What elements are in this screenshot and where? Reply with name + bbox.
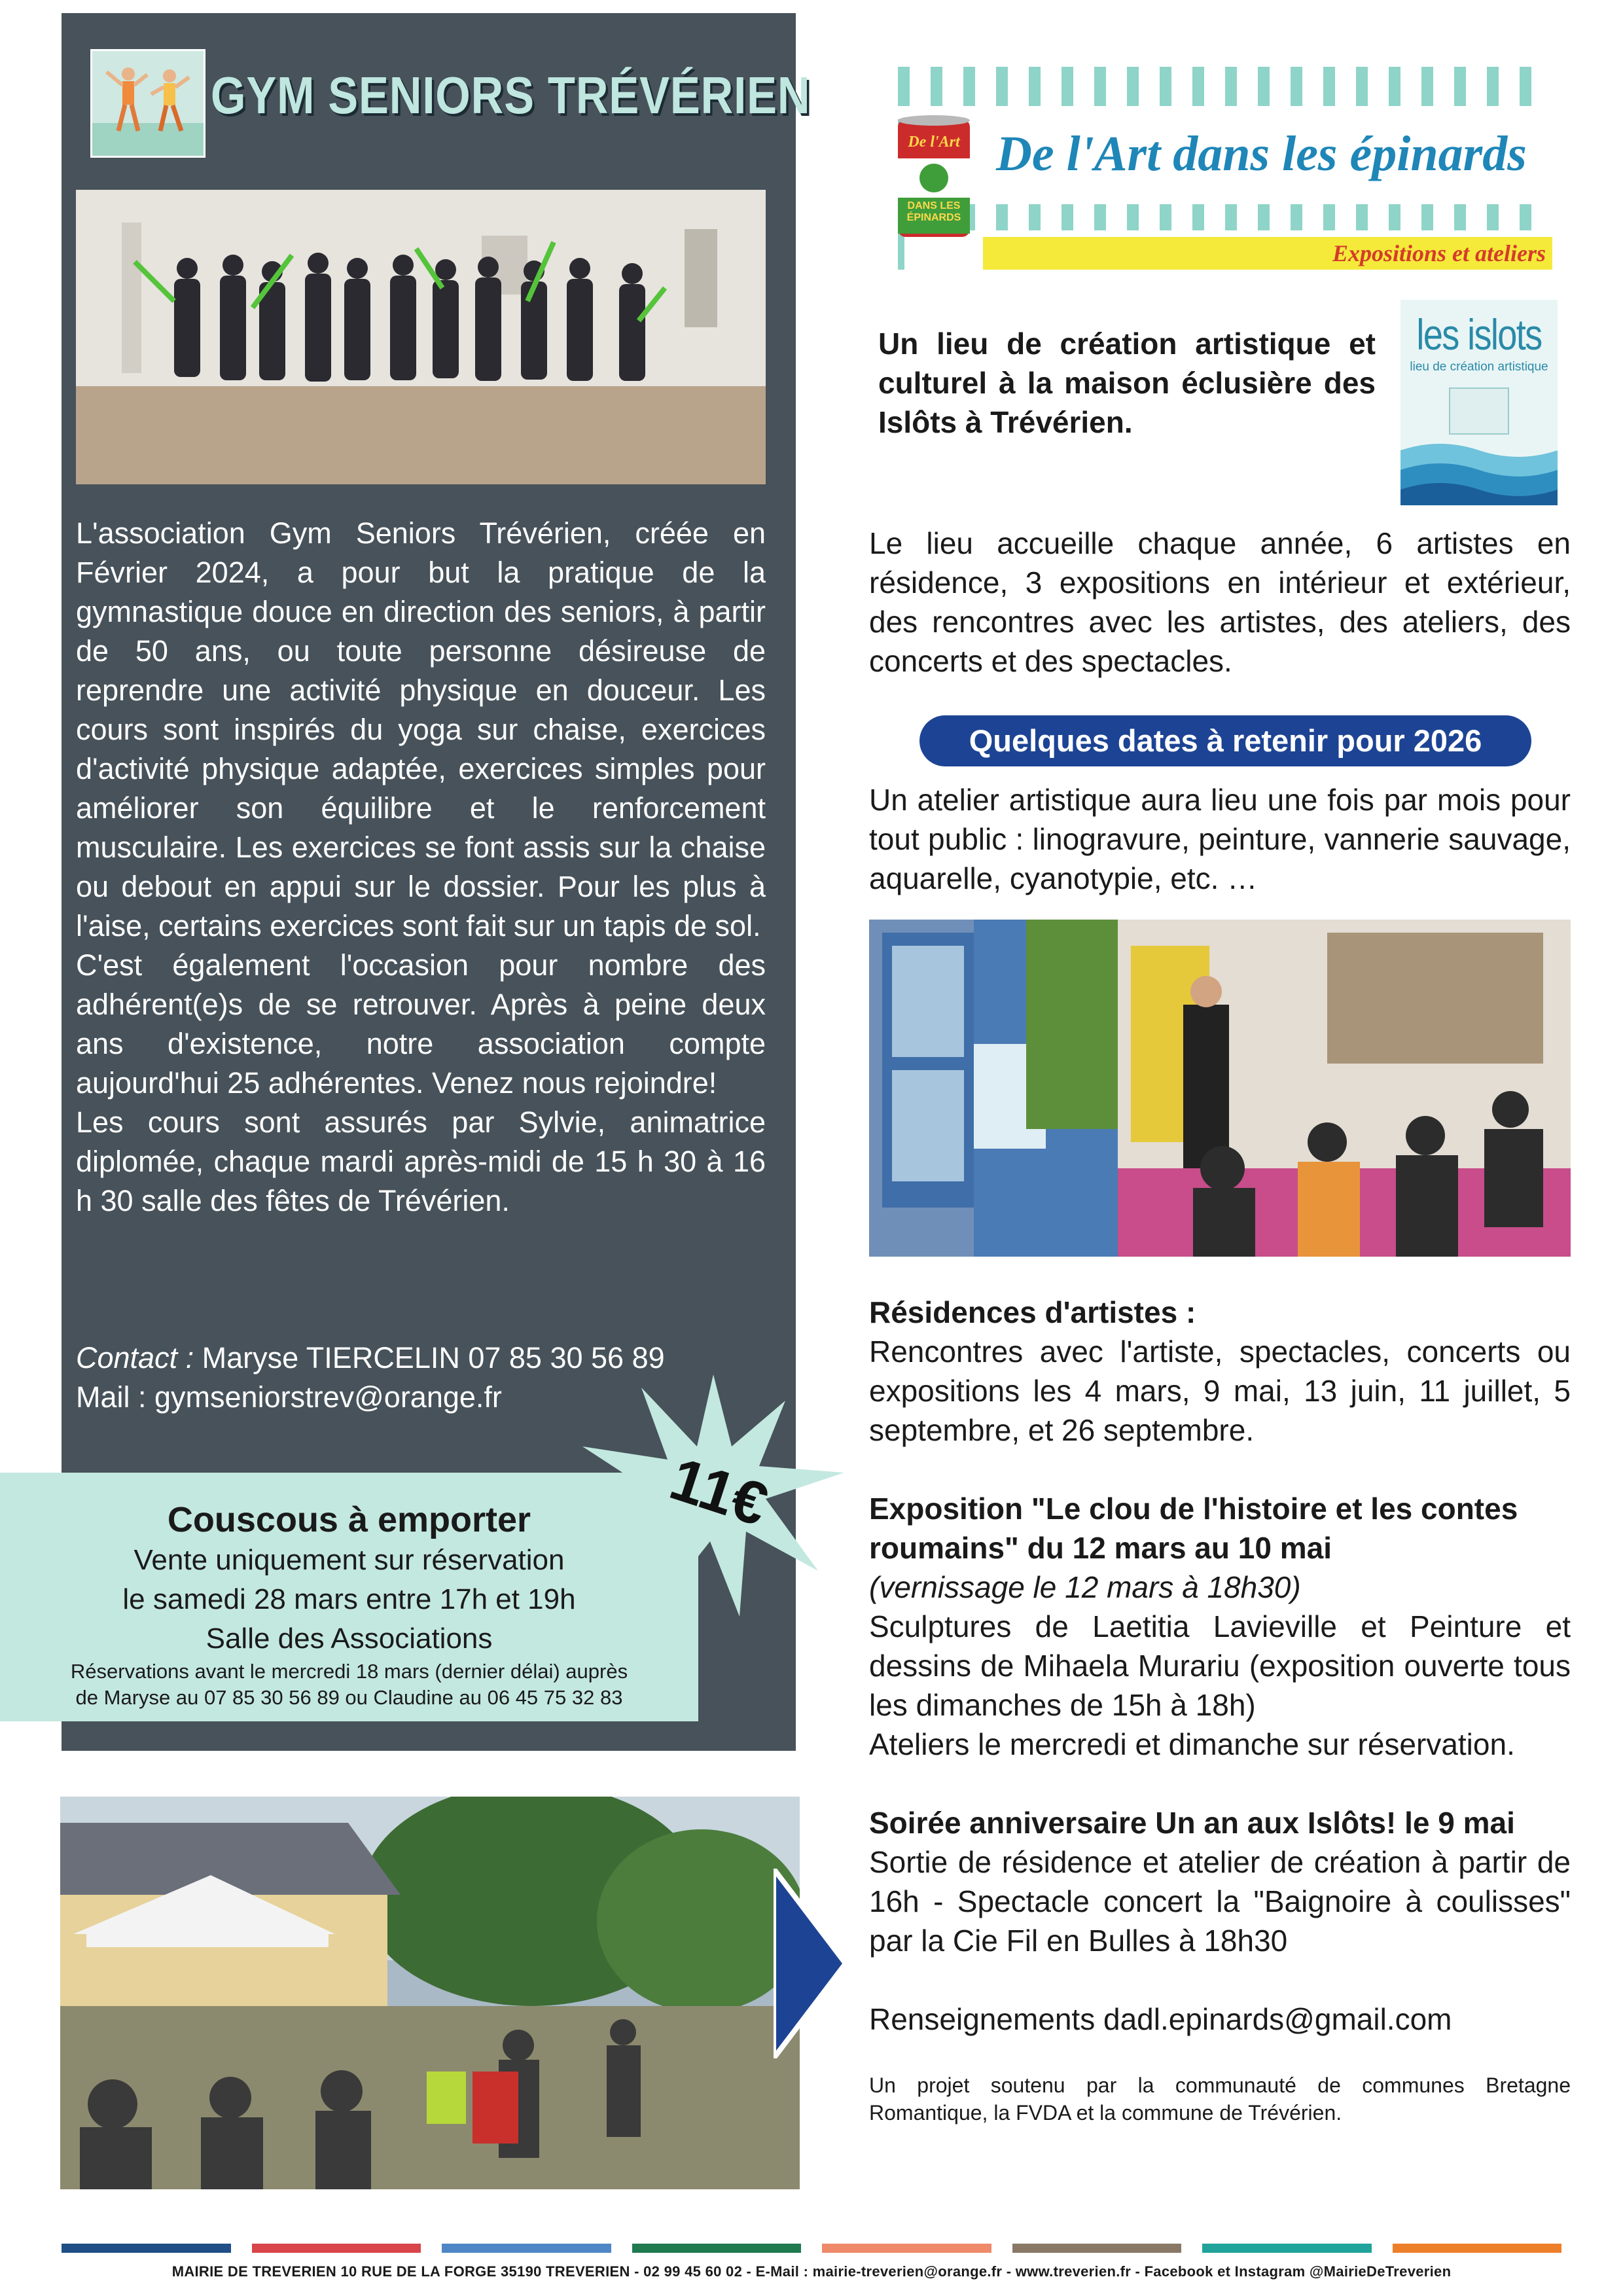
couscous-line: le samedi 28 mars entre 17h et 19h <box>122 1583 576 1615</box>
gym-contact-label: Contact : <box>76 1341 194 1374</box>
footer-stripe <box>1393 2244 1562 2253</box>
price-label: 11€ <box>662 1445 776 1539</box>
footer-stripe <box>1202 2244 1372 2253</box>
footer-stripe <box>822 2244 991 2253</box>
islots-logo-name: les islots <box>1416 310 1542 359</box>
arrow-icon <box>774 1869 846 2058</box>
garden-event-photo <box>60 1797 800 2189</box>
soiree-heading: Soirée anniversaire Un an aux Islôts! le 9 mai <box>869 1806 1515 1840</box>
exposition-section <box>869 1489 1571 1764</box>
soiree-section <box>869 1803 1571 1960</box>
islots-logo <box>1400 300 1558 505</box>
soiree-body: Sortie de résidence et atelier de création à partir de 16h - Spectacle concert la "Baignoire à coulisses" par la Cie Fil en Bulles à 18h30 <box>869 1845 1571 1958</box>
footer-address: MAIRIE DE TREVERIEN 10 RUE DE LA FORGE 35190 TREVERIEN - 02 99 45 60 02 - E-Mail : mairie-treverien@orange.fr - www.treverien.fr - Facebook et Instagram @MairieDeTreverien <box>171 2263 1452 2280</box>
footer-stripe <box>442 2244 611 2253</box>
art-intro: Un lieu de création artistique et culturel à la maison éclusière des Islôts à Trévérien. <box>878 327 1376 439</box>
art-contact[interactable]: Renseignements dadl.epinards@gmail.com <box>869 2002 1452 2036</box>
couscous-title: Couscous à emporter <box>167 1500 531 1539</box>
support-note: Un projet soutenu par la communauté de communes Bretagne Romantique, la FVDA et la commune de Trévérien. <box>869 2073 1571 2125</box>
footer-color-stripes <box>62 2244 1561 2253</box>
dates-heading: Quelques dates à retenir pour 2026 <box>919 715 1531 766</box>
can-bottom-label: DANS LES ÉPINARDS <box>906 200 961 223</box>
gym-paragraph: C'est également l'occasion pour nombre des adhérent(e)s de se retrouver. Après à peine deux ans d'existence, notre association compte aujourd'hui 25 adhérentes. Venez nous rejoindre! <box>76 948 766 1100</box>
islots-logo-subtitle: lieu de création artistique <box>1410 360 1548 374</box>
atelier-description: Un atelier artistique aura lieu une fois par mois pour tout public : linogravure, peinture, vannerie sauvage, aquarelle, cyanotypie, etc. … <box>869 783 1571 895</box>
exposition-heading: Exposition "Le clou de l'histoire et les contes roumains" du 12 mars au 10 mai <box>869 1492 1518 1565</box>
residences-heading: Résidences d'artistes : <box>869 1295 1196 1329</box>
gym-logo-image <box>90 49 205 158</box>
gym-group-photo <box>76 190 766 484</box>
gym-mail[interactable]: Mail : gymseniorstrev@orange.fr <box>76 1380 502 1414</box>
footer-stripe <box>252 2244 421 2253</box>
price-starburst <box>582 1374 844 1617</box>
can-top-label: De l'Art <box>908 134 960 151</box>
exposition-vernissage: (vernissage le 12 mars à 18h30) <box>869 1570 1301 1604</box>
art-banner <box>872 60 1559 276</box>
footer-stripe <box>62 2244 231 2253</box>
art-banner-title: De l'Art dans les épinards <box>996 126 1527 181</box>
gym-title: GYM SENIORS TRÉVÉRIEN <box>211 66 811 124</box>
gym-paragraph: L'association Gym Seniors Trévérien, créée en Février 2024, a pour but la pratique de la gymnastique douce en direction des seniors, à partir de 50 ans, ou toute personne désireuse de reprendre une activité physique en douceur. Les cours sont inspirés du yoga sur chaise, exercices d'activité physique adaptée, exercices simples pour améliorer son équilibre et le renforcement musculaire. Les exercices se font assis sur la chaise ou debout en appui sur le dossier. Pour les plus à l'aise, certains exercices sont fait sur un tapis de sol. <box>76 516 766 942</box>
exposition-body: Sculptures de Laetitia Lavieville et Peinture et dessins de Mihaela Murariu (exposition ouverte tous les dimanches de 15h à 18h) <box>869 1609 1571 1722</box>
couscous-reservation: de Maryse au 07 85 30 56 89 ou Claudine au 06 45 75 32 83 <box>75 1686 623 1709</box>
gym-paragraph: Les cours sont assurés par Sylvie, animatrice diplomée, chaque mardi après-midi de 15 h 30 à 16 h 30 salle des fêtes de Trévérien. <box>76 1105 766 1217</box>
exposition-ateliers: Ateliers le mercredi et dimanche sur réservation. <box>869 1727 1515 1761</box>
art-venue-photo <box>869 920 1571 1257</box>
couscous-line: Salle des Associations <box>205 1623 493 1655</box>
residences-section <box>869 1293 1571 1450</box>
gym-description <box>76 514 766 1221</box>
residences-body: Rencontres avec l'artiste, spectacles, concerts ou expositions les 4 mars, 9 mai, 13 juin, 11 juillet, 5 septembre, et 26 septembre. <box>869 1335 1571 1447</box>
art-banner-subtitle: Expositions et ateliers <box>1332 240 1546 266</box>
gym-contact-value: Maryse TIERCELIN 07 85 30 56 89 <box>194 1341 665 1374</box>
art-description: Le lieu accueille chaque année, 6 artistes en résidence, 3 expositions en intérieur et extérieur, des rencontres avec les artistes, des ateliers, des concerts et des spectacles. <box>869 526 1571 678</box>
couscous-line: Vente uniquement sur réservation <box>134 1544 565 1576</box>
couscous-reservation: Réservations avant le mercredi 18 mars (dernier délai) auprès <box>70 1660 628 1683</box>
footer-stripe <box>632 2244 802 2253</box>
footer-stripe <box>1012 2244 1182 2253</box>
